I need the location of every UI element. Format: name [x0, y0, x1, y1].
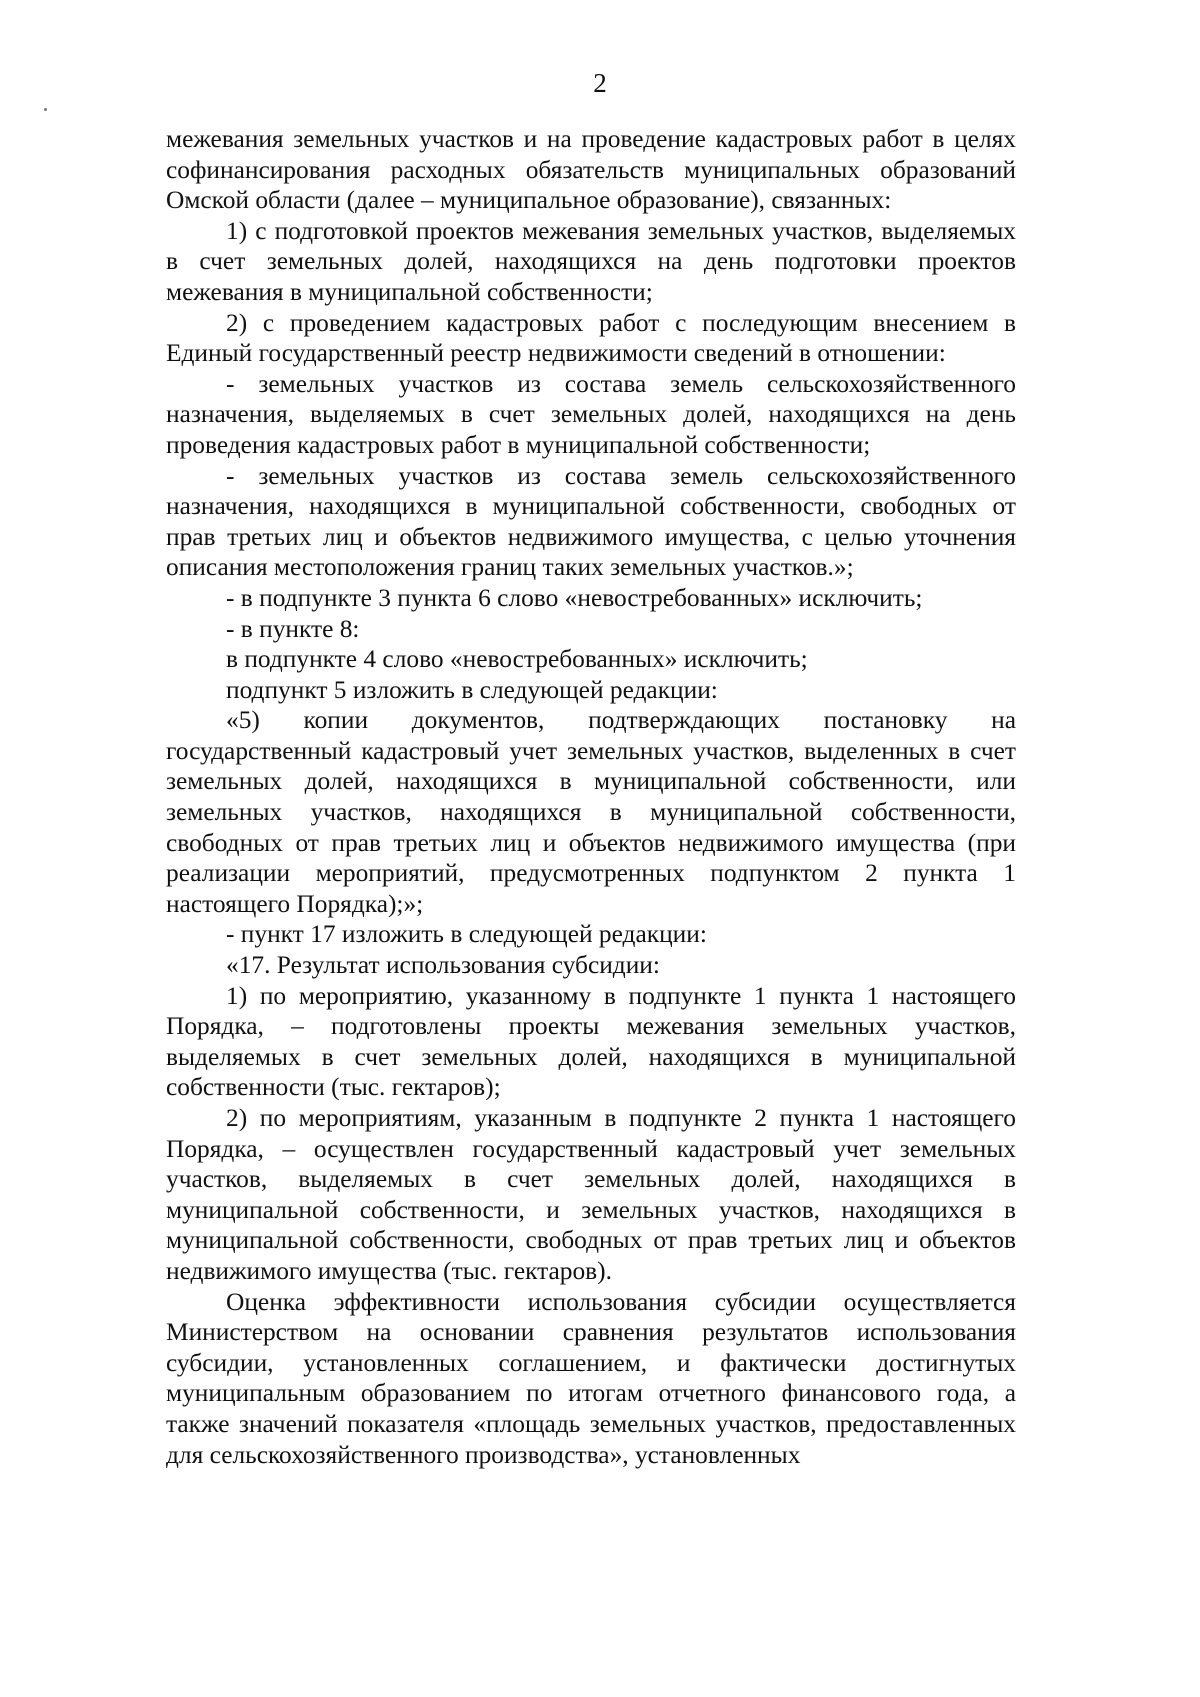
document-body	[166, 124, 1016, 1470]
paragraph-amendment-6: - в подпункте 3 пункта 6 слово «невостребованных» исключить;	[226, 583, 923, 612]
paragraph-amendment-8: - в пункте 8:	[226, 614, 360, 643]
paragraph-subitem-4: в подпункте 4 слово «невостребованных» исключить;	[226, 645, 808, 674]
paragraph-item-1: 1) с подготовкой проектов межевания земельных участков, выделяемых в счет земельных долей, находящихся на день подготовки проектов межевания в муниципальной собственности;	[166, 216, 1016, 306]
paragraph-item-17-title: «17. Результат использования субсидии:	[226, 951, 660, 980]
scan-artifact-dot	[44, 108, 47, 111]
paragraph-intro-continuation: межевания земельных участков и на проведение кадастровых работ в целях софинансирования расходных обязательств муниципальных образований Омской области (далее – муниципальное образование), связанных:	[166, 125, 1016, 215]
paragraph-result-2: 2) по мероприятиям, указанным в подпункте 2 пункта 1 настоящего Порядка, – осуществлен государственный кадастровый учет земельных участков, выделяемых в счет земельных долей, находящихся в муниципальной собственности, и земельных участков, находящихся в муниципальной собственности, свободных от прав третьих лиц и объектов недвижимого имущества (тыс. гектаров).	[166, 1104, 1016, 1285]
paragraph-result-1: 1) по мероприятию, указанному в подпункте 1 пункта 1 настоящего Порядка, – подготовлены проекты межевания земельных участков, выделяемых в счет земельных долей, находящихся в муниципальной собственности (тыс. гектаров);	[166, 981, 1016, 1102]
paragraph-amendment-17: - пункт 17 изложить в следующей редакции:	[226, 920, 707, 949]
paragraph-dash-item-1: - земельных участков из состава земель сельскохозяйственного назначения, выделяемых в счет земельных долей, находящихся на день проведения кадастровых работ в муниципальной собственности;	[166, 369, 1016, 459]
page-number: 2	[593, 68, 607, 98]
paragraph-subitem-5-intro: подпункт 5 изложить в следующей редакции:	[226, 675, 718, 704]
paragraph-item-2: 2) с проведением кадастровых работ с последующим внесением в Единый государственный реестр недвижимости сведений в отношении:	[166, 308, 1016, 368]
paragraph-dash-item-2: - земельных участков из состава земель сельскохозяйственного назначения, находящихся в муниципальной собственности, свободных от прав третьих лиц и объектов недвижимого имущества, с целью уточнения описания местоположения границ таких земельных участков.»;	[166, 461, 1016, 582]
paragraph-evaluation: Оценка эффективности использования субсидии осуществляется Министерством на основании сравнения результатов использования субсидии, установленных соглашением, и фактически достигнутых муниципальным образованием по итогам отчетного финансового года, а также значений показателя «площадь земельных участков, предоставленных для сельскохозяйственного производства», установленных	[166, 1287, 1016, 1469]
paragraph-subitem-5-text: «5) копии документов, подтверждающих постановку на государственный кадастровый учет земельных участков, выделенных в счет земельных долей, находящихся в муниципальной собственности, или земельных участков, находящихся в муниципальной собственности, свободных от прав третьих лиц и объектов недвижимого имущества (при реализации мероприятий, предусмотренных подпунктом 2 пункта 1 настоящего Порядка);»;	[166, 706, 1016, 918]
